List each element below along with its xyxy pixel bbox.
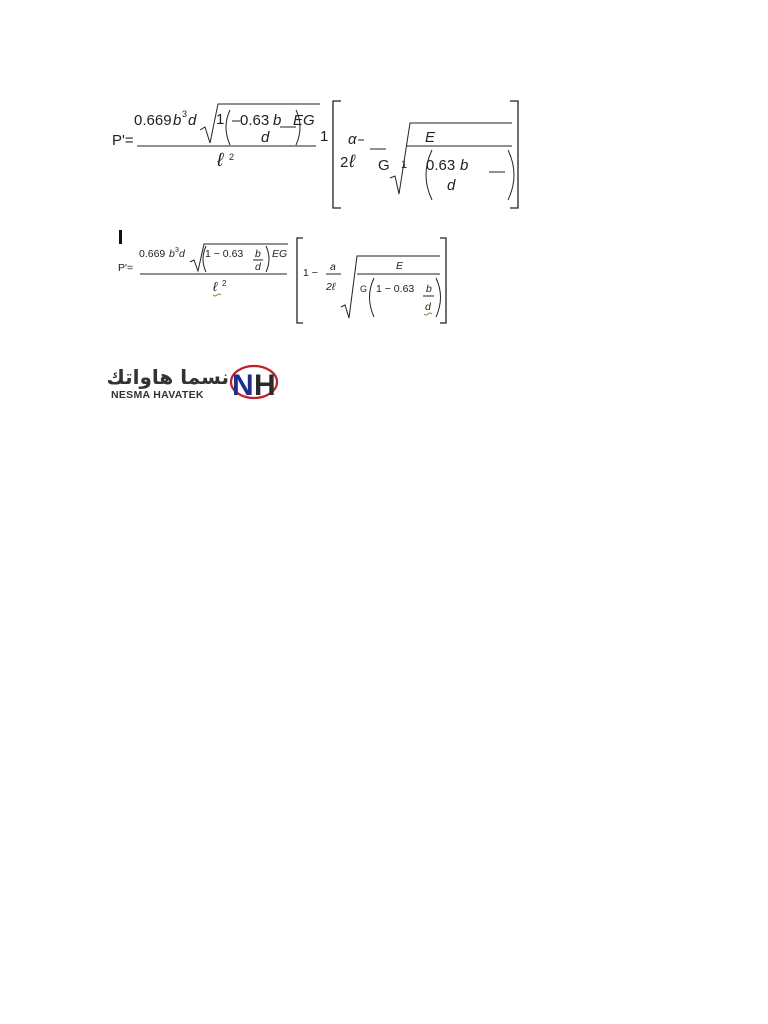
formula-2-inner-expr: 1 − 0.63 [376,283,415,295]
formula-1-trail-one: 1 [320,128,329,145]
formula-1-EG: EG [293,112,315,129]
formula-2-l: ℓ [213,279,218,294]
formula-1-d: d [188,112,197,129]
formula-2-a: a [330,261,336,273]
formula-1-inner-one: 1 [401,159,408,171]
formula-2-two-l: 2ℓ [326,281,336,293]
logo-mark-n: N [232,369,254,402]
formula-1-k: 0.63 [240,112,270,129]
formula-1-coef: 0.669 [134,112,172,129]
logo-mark-h: H [254,369,276,402]
formula-2-one-minus: 1 − [303,267,318,279]
formula-2-paren-expr: 1 − 0.63 [205,248,244,260]
formula-1-l: ℓ [217,150,224,171]
formula-2-lhs: P'= [118,262,134,274]
formula-2-G: G [360,284,368,294]
formula-1-minus: – [232,112,241,129]
formula-1-two: 2 [340,154,349,171]
formula-1-b-num: b [273,112,282,129]
formula-1-l-exp: 2 [229,152,235,162]
formula-1-G: G [378,157,390,174]
formula-1-d2: d [447,177,456,194]
formula-2-d-den: d [255,261,261,273]
formula-2-d2: d [425,301,431,313]
formula-1-one: 1 [216,111,225,128]
formula-2-E: E [396,260,404,272]
formula-1-b2: b [460,157,469,174]
formula-1-d-den: d [261,129,270,146]
formula-2-b: b [169,248,175,260]
formula-2-d: d [179,248,185,260]
logo-arabic-text: نسما هاواتك [106,365,229,389]
formula-1-alpha: α [348,131,357,148]
formula-1-E: E [425,129,436,146]
formula-2-EG: EG [272,248,288,260]
formula-1-k2: 0.63 [426,157,456,174]
logo-english-text: NESMA HAVATEK [111,389,204,401]
formula-1-ell: ℓ [349,151,355,171]
formula-1-b-exp: 3 [182,109,188,119]
formula-2-b2: b [426,283,432,295]
formula-2-l-exp: 2 [222,279,227,288]
formula-2-b-num: b [255,248,261,260]
formula-1-lhs: P'= [112,132,134,149]
formula-2-b-exp: 3 [175,247,179,254]
formula-1-b: b [173,112,182,129]
formula-2-coef: 0.669 [139,248,166,260]
